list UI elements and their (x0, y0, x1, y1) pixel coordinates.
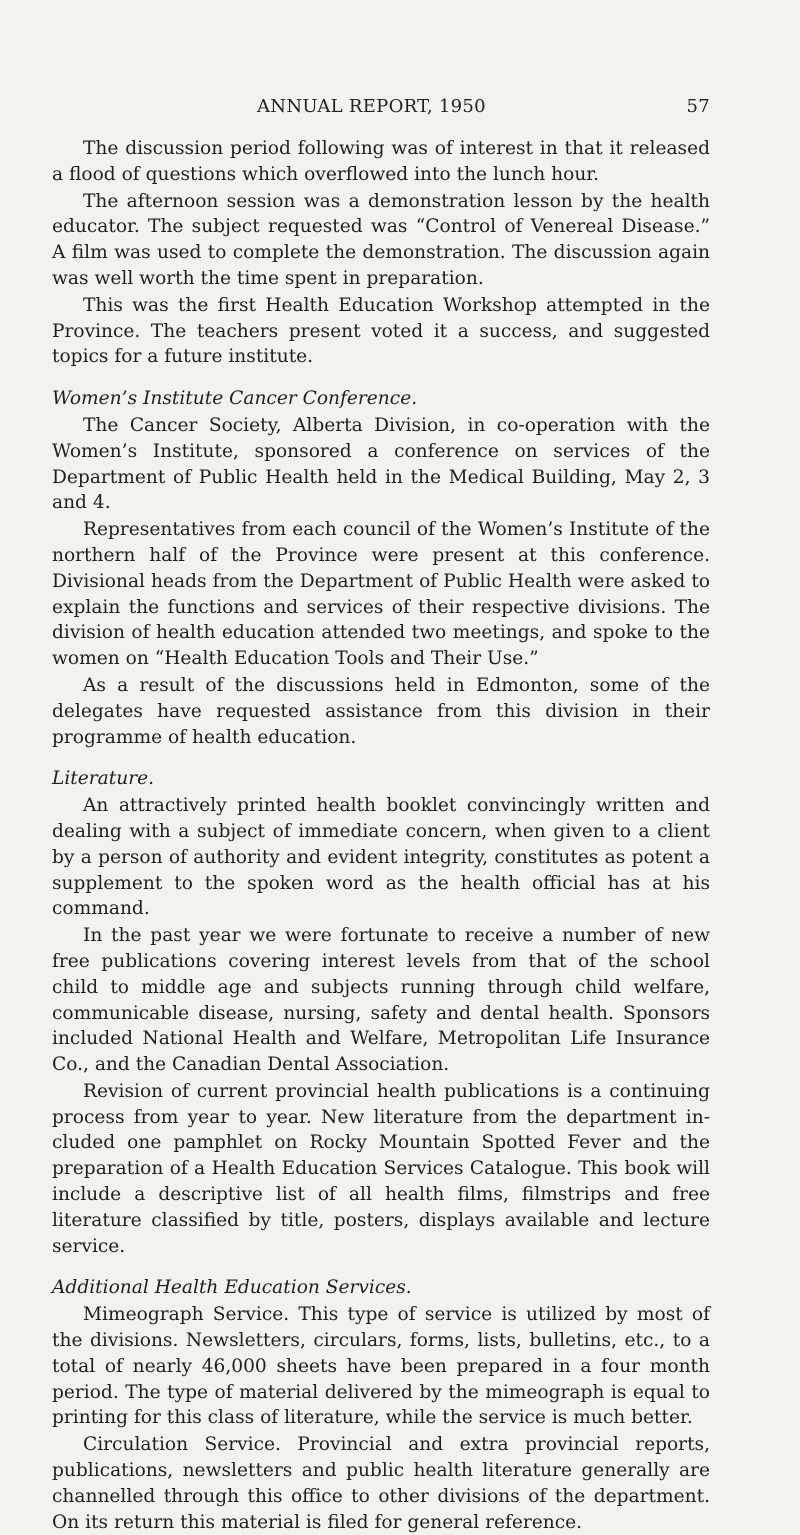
paragraph: The discussion period following was of interest in that it released a flood of questions which overflowed into the lunch hour. (52, 138, 710, 185)
report-title: ANNUAL REPORT, 1950 (257, 96, 486, 117)
paragraph: The afternoon session was a demonstration lesson by the health educator. The subject requested was “Control of Venereal Disease.” A film was used to complete the demonstration. The discussion again was well worth the time spent in preparation. (52, 190, 710, 289)
section-heading: Literature. (52, 768, 154, 790)
running-header (52, 96, 710, 120)
section-heading: Additional Health Education Services. (52, 1277, 412, 1299)
paragraph: The Cancer Society, Alberta Division, in co-operation with the Women’s Institute, sponsored a conference on services of the Department of Public Health held in the Medical Building, May 2, 3 and 4. (52, 414, 710, 514)
paragraph: This was the first Health Education Workshop attempted in the Province. The teachers present voted it a success, and suggested topics for a future institute. (52, 294, 710, 368)
paragraph: Revision of current provincial health publications is a continuing process from year to year. New literature from the department included one pamphlet on Rocky Mountain Spotted Fever and the preparation of a Health Education Services Catalogue. This book will include a descriptive list of all health films, filmstrips and free literature classified by title, posters, displays available and lecture service. (52, 1080, 710, 1257)
section-heading: Women’s Institute Cancer Conference. (52, 388, 418, 410)
paragraph: Circulation Service. Provincial and extra provincial reports, publications, newsletters and public health literature generally are channelled through this office to other divisions of the department. On its return this material is filed for general reference. (52, 1434, 710, 1533)
document-body (52, 136, 710, 1535)
paragraph: As a result of the discussions held in Edmonton, some of the delegates have requested assistance from this division in their programme of health education. (52, 674, 710, 748)
paragraph: An attractively printed health booklet convincingly written and dealing with a subject of immediate concern, when given to a client by a person of authority and evident integrity, constitutes as potent a supplement to the spoken word as the health official has at his command. (52, 795, 710, 920)
page-number: 57 (686, 96, 710, 117)
paragraph: Mimeograph Service. This type of service is utilized by most of the divisions. Newsletters, circulars, forms, lists, bulletins, etc., to a total of nearly 46,000 sheets have been prepared in a four month period. The type of material delivered by the mimeograph is equal to printing for this class of literature, while the service is much better. (52, 1304, 710, 1429)
paragraph: Representatives from each council of the Women’s Institute of the northern half of the Province were present at this conference. Divisional heads from the Department of Public Health were asked to explain the functions and services of their respective divisions. The division of health education attended two meetings, and spoke to the women on “Health Education Tools and Their Use.” (52, 519, 710, 670)
paragraph: In the past year we were fortunate to receive a number of new free publications covering interest levels from that of the school child to middle age and subjects running through child welfare, communicable disease, nursing, safety and dental health. Sponsors included National Health and Welfare, Metropolitan Life Insurance Co., and the Canadian Dental Association. (52, 925, 710, 1076)
